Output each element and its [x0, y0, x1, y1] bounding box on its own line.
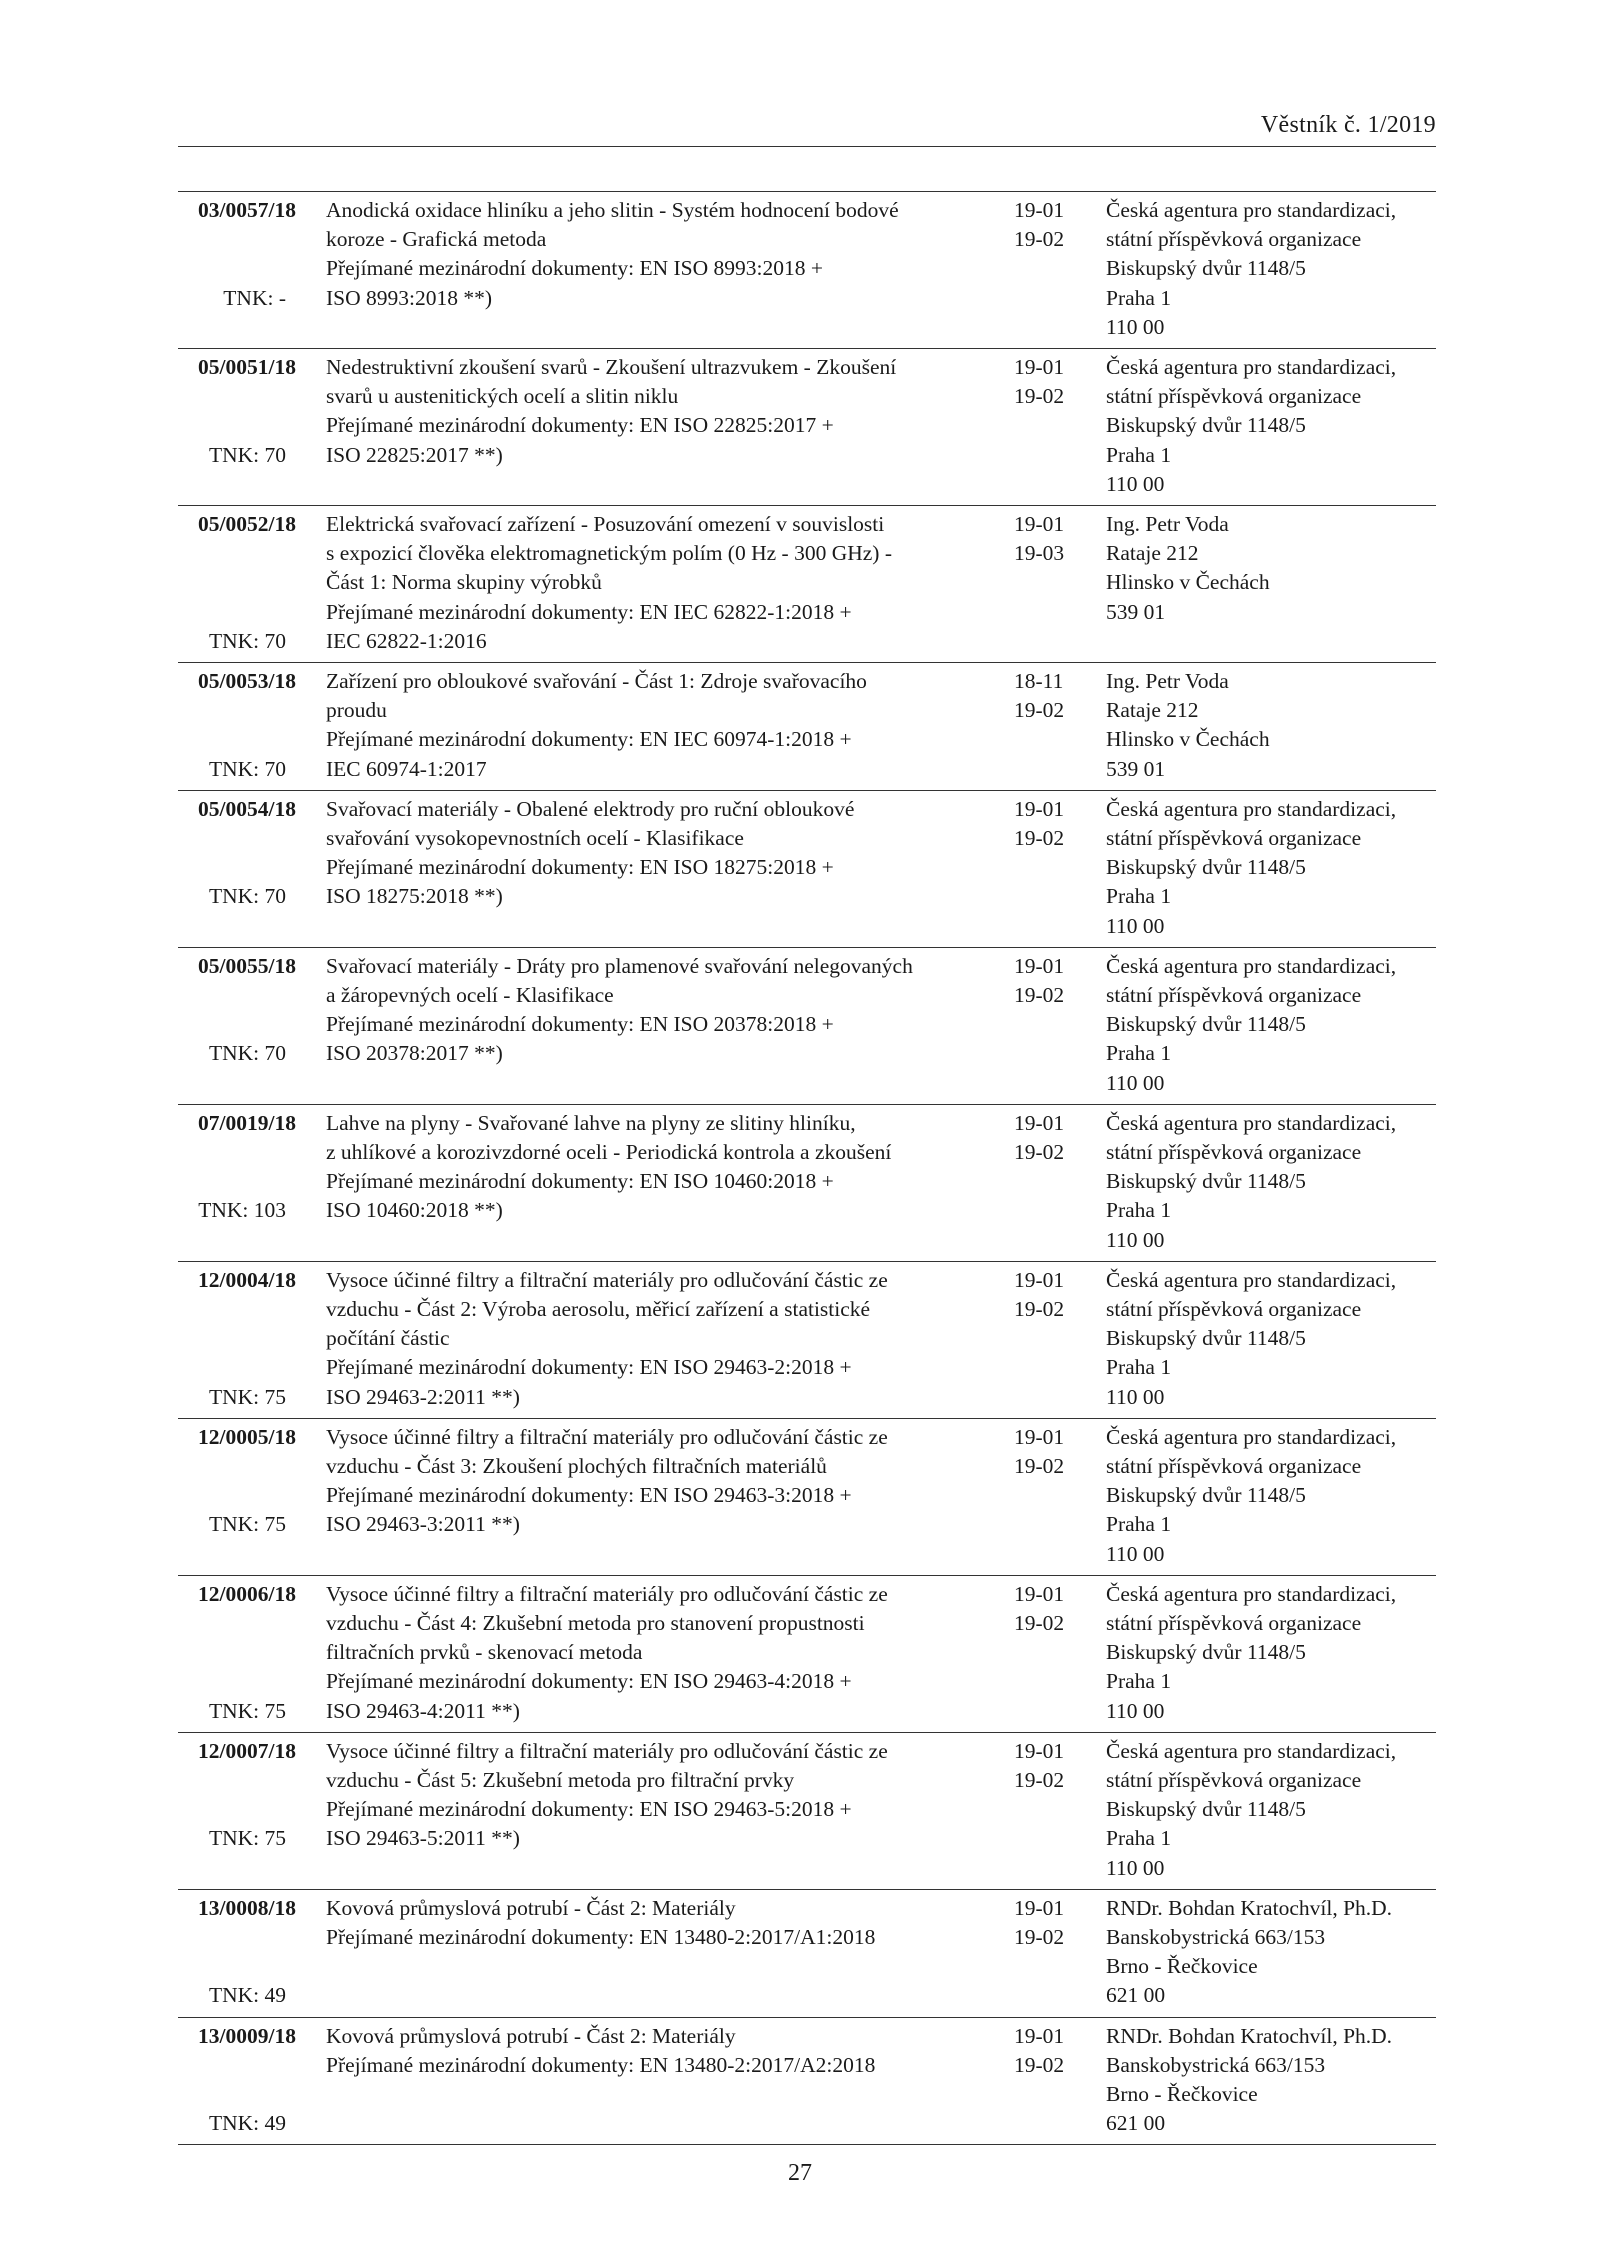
org-line: Česká agentura pro standardizaci,	[1106, 198, 1397, 222]
date-line: 19-01	[1014, 512, 1065, 536]
entry-organization	[1106, 2022, 1436, 2139]
org-line: 110 00	[1106, 1541, 1165, 1566]
entry-dates	[1014, 353, 1084, 411]
org-line: Česká agentura pro standardizaci,	[1106, 1267, 1397, 1292]
entry-title	[326, 196, 996, 313]
org-line: Česká agentura pro standardizaci,	[1106, 1424, 1397, 1449]
org-line: Praha 1	[1106, 884, 1172, 909]
date-line: 19-01	[1014, 1110, 1065, 1135]
entry-dates	[1014, 510, 1084, 568]
entry-title	[326, 510, 996, 656]
org-line: Česká agentura pro standardizaci,	[1106, 1581, 1397, 1606]
entry-tnk: TNK: 75	[208, 1384, 286, 1409]
title-line: IEC 62822-1:2016	[326, 628, 487, 653]
title-line: ISO 10460:2018 **)	[326, 1198, 503, 1223]
org-line: Banskobystrická 663/153	[1106, 2052, 1326, 2077]
entry-organization	[1106, 667, 1436, 784]
title-line: ISO 8993:2018 **)	[326, 285, 493, 310]
date-line: 19-02	[1014, 1768, 1065, 1792]
title-line: koroze - Grafická metoda	[326, 227, 547, 252]
date-line: 19-02	[1014, 1140, 1065, 1164]
entry-organization	[1106, 1580, 1436, 1726]
title-line: Část 1: Norma skupiny výrobků	[326, 570, 602, 595]
org-line: 110 00	[1106, 913, 1165, 938]
org-line: Brno - Řečkovice	[1106, 2082, 1258, 2106]
entry-dates	[1014, 795, 1084, 853]
org-line: Ing. Petr Voda	[1106, 512, 1229, 536]
title-line: vzduchu - Část 4: Zkušební metoda pro stanovení propustnosti	[326, 1611, 865, 1635]
title-line: Přejímané mezinárodní dokumenty: EN 13480-2:2017/A1:2018	[326, 1925, 876, 1949]
date-line: 19-03	[1014, 541, 1065, 566]
entry-organization	[1106, 795, 1436, 941]
org-line: státní příspěvková organizace	[1106, 1297, 1362, 1321]
org-line: 110 00	[1106, 1855, 1165, 1880]
standard-entry	[178, 349, 1436, 506]
org-line: Ing. Petr Voda	[1106, 669, 1229, 693]
title-line: Nedestruktivní zkoušení svarů - Zkoušení ultrazvukem - Zkoušení	[326, 355, 897, 379]
org-line: 539 01	[1106, 599, 1166, 624]
entry-title	[326, 667, 996, 784]
entry-title	[326, 1266, 996, 1412]
org-line: státní příspěvková organizace	[1106, 227, 1362, 252]
title-line: ISO 22825:2017 **)	[326, 442, 503, 467]
org-line: Česká agentura pro standardizaci,	[1106, 953, 1397, 978]
title-line: Přejímané mezinárodní dokumenty: EN IEC 62822-1:2018 +	[326, 599, 852, 624]
standard-entry	[178, 1576, 1436, 1733]
date-line: 19-02	[1014, 227, 1065, 252]
org-line: státní příspěvková organizace	[1106, 1454, 1362, 1478]
title-line: ISO 29463-2:2011 **)	[326, 1384, 520, 1409]
entry-code: 12/0006/18	[198, 1581, 296, 1606]
org-line: Biskupský dvůr 1148/5	[1106, 413, 1306, 438]
org-line: Biskupský dvůr 1148/5	[1106, 1640, 1306, 1665]
date-line: 19-02	[1014, 384, 1065, 409]
org-line: Praha 1	[1106, 1826, 1172, 1851]
org-line: Biskupský dvůr 1148/5	[1106, 1483, 1306, 1508]
date-line: 19-02	[1014, 1297, 1065, 1321]
entry-title	[326, 952, 996, 1069]
entry-dates	[1014, 1580, 1084, 1638]
entry-dates	[1014, 1423, 1084, 1481]
org-line: státní příspěvková organizace	[1106, 1768, 1362, 1792]
org-line: 621 00	[1106, 1983, 1166, 2008]
org-line: Hlinsko v Čechách	[1106, 570, 1270, 595]
entry-dates	[1014, 2022, 1084, 2080]
date-line: 19-01	[1014, 796, 1065, 821]
entry-code: 05/0054/18	[198, 796, 296, 821]
org-line: 110 00	[1106, 1070, 1165, 1095]
standard-entry	[178, 948, 1436, 1105]
date-line: 19-02	[1014, 2052, 1065, 2077]
title-line: ISO 29463-3:2011 **)	[326, 1512, 520, 1537]
title-line: Přejímané mezinárodní dokumenty: EN ISO 29463-3:2018 +	[326, 1483, 852, 1508]
title-line: Lahve na plyny - Svařované lahve na plyny ze slitiny hliníku,	[326, 1110, 856, 1135]
title-line: z uhlíkové a korozivzdorné oceli - Periodická kontrola a zkoušení	[326, 1140, 892, 1164]
title-line: Přejímané mezinárodní dokumenty: EN ISO 8993:2018 +	[326, 256, 823, 281]
entry-organization	[1106, 1109, 1436, 1255]
title-line: Přejímané mezinárodní dokumenty: EN ISO 20378:2018 +	[326, 1012, 834, 1037]
org-line: Biskupský dvůr 1148/5	[1106, 1326, 1306, 1351]
org-line: 110 00	[1106, 471, 1165, 496]
title-line: Vysoce účinné filtry a filtrační materiály pro odlučování částic ze	[326, 1267, 888, 1292]
date-line: 18-11	[1014, 669, 1064, 693]
date-line: 19-01	[1014, 355, 1065, 379]
org-line: RNDr. Bohdan Kratochvíl, Ph.D.	[1106, 2023, 1393, 2048]
org-line: státní příspěvková organizace	[1106, 1611, 1362, 1635]
entry-code: 05/0052/18	[198, 512, 296, 536]
title-line: ISO 29463-4:2011 **)	[326, 1698, 520, 1723]
title-line: Svařovací materiály - Obalené elektrody pro ruční obloukové	[326, 796, 855, 821]
org-line: státní příspěvková organizace	[1106, 1140, 1362, 1164]
standard-entry	[178, 791, 1436, 948]
entry-tnk: TNK: 70	[208, 442, 286, 467]
entry-tnk: TNK: 103	[198, 1198, 286, 1223]
title-line: Přejímané mezinárodní dokumenty: EN ISO 18275:2018 +	[326, 855, 834, 880]
entry-code: 12/0005/18	[198, 1424, 296, 1449]
standards-list	[178, 191, 1436, 2145]
date-line: 19-02	[1014, 1454, 1065, 1478]
entry-code: 13/0009/18	[198, 2023, 296, 2048]
entry-tnk: TNK: 70	[208, 884, 286, 909]
entry-organization	[1106, 196, 1436, 342]
org-line: 110 00	[1106, 1227, 1165, 1252]
entry-tnk: TNK: 75	[208, 1698, 286, 1723]
title-line: ISO 20378:2017 **)	[326, 1041, 503, 1066]
title-line: Přejímané mezinárodní dokumenty: EN ISO 29463-2:2018 +	[326, 1355, 852, 1380]
title-line: ISO 18275:2018 **)	[326, 884, 503, 909]
title-line: Přejímané mezinárodní dokumenty: EN 13480-2:2017/A2:2018	[326, 2052, 876, 2077]
entry-organization	[1106, 1894, 1436, 2011]
entry-code: 07/0019/18	[198, 1110, 296, 1135]
org-line: Biskupský dvůr 1148/5	[1106, 1797, 1306, 1822]
date-line: 19-01	[1014, 198, 1065, 222]
entry-dates	[1014, 667, 1084, 725]
standard-entry	[178, 1733, 1436, 1890]
entry-title	[326, 1423, 996, 1540]
journal-header: Věstník č. 1/2019	[1260, 112, 1436, 138]
title-line: a žáropevných ocelí - Klasifikace	[326, 983, 614, 1007]
entry-title	[326, 795, 996, 912]
entry-dates	[1014, 196, 1084, 254]
entry-tnk: TNK: 75	[208, 1512, 286, 1537]
org-line: státní příspěvková organizace	[1106, 983, 1362, 1007]
title-line: Vysoce účinné filtry a filtrační materiály pro odlučování částic ze	[326, 1424, 888, 1449]
standard-entry	[178, 1890, 1436, 2018]
title-line: Vysoce účinné filtry a filtrační materiály pro odlučování částic ze	[326, 1738, 888, 1763]
entry-code: 05/0055/18	[198, 953, 296, 978]
org-line: Praha 1	[1106, 1041, 1172, 1066]
date-line: 19-02	[1014, 826, 1065, 850]
page-number: 27	[788, 2160, 812, 2186]
org-line: Banskobystrická 663/153	[1106, 1925, 1326, 1949]
standard-entry	[178, 1419, 1436, 1576]
org-line: Česká agentura pro standardizaci,	[1106, 1110, 1397, 1135]
date-line: 19-02	[1014, 1611, 1065, 1635]
entry-tnk: TNK: -	[223, 285, 286, 310]
standard-entry	[178, 192, 1436, 349]
title-line: ISO 29463-5:2011 **)	[326, 1826, 520, 1851]
title-line: počítání částic	[326, 1326, 450, 1351]
entry-dates	[1014, 1109, 1084, 1167]
org-line: 110 00	[1106, 314, 1165, 339]
org-line: 110 00	[1106, 1698, 1165, 1723]
entry-organization	[1106, 1266, 1436, 1412]
entry-tnk: TNK: 70	[208, 756, 286, 781]
org-line: státní příspěvková organizace	[1106, 384, 1362, 409]
org-line: 621 00	[1106, 2111, 1166, 2136]
date-line: 19-01	[1014, 1581, 1065, 1606]
entry-title	[326, 1894, 996, 1952]
entry-tnk: TNK: 49	[208, 1983, 286, 2008]
entry-title	[326, 2022, 996, 2080]
org-line: Praha 1	[1106, 1512, 1172, 1537]
title-line: Přejímané mezinárodní dokumenty: EN ISO 29463-4:2018 +	[326, 1669, 852, 1694]
org-line: Biskupský dvůr 1148/5	[1106, 1169, 1306, 1194]
entry-organization	[1106, 952, 1436, 1098]
entry-dates	[1014, 952, 1084, 1010]
entry-organization	[1106, 353, 1436, 499]
title-line: Zařízení pro obloukové svařování - Část 1: Zdroje svařovacího	[326, 669, 867, 693]
org-line: Rataje 212	[1106, 541, 1199, 566]
org-line: Praha 1	[1106, 1198, 1172, 1223]
org-line: Brno - Řečkovice	[1106, 1954, 1258, 1979]
title-line: Přejímané mezinárodní dokumenty: EN IEC 60974-1:2018 +	[326, 727, 852, 752]
entry-tnk: TNK: 70	[208, 628, 286, 653]
entry-code: 12/0007/18	[198, 1738, 296, 1763]
entry-organization	[1106, 510, 1436, 627]
entry-code: 05/0051/18	[198, 355, 296, 379]
title-line: vzduchu - Část 5: Zkušební metoda pro filtrační prvky	[326, 1768, 795, 1792]
entry-title	[326, 1580, 996, 1726]
org-line: 539 01	[1106, 756, 1166, 781]
org-line: Rataje 212	[1106, 698, 1199, 723]
org-line: Praha 1	[1106, 442, 1172, 467]
entry-code: 05/0053/18	[198, 669, 296, 693]
title-line: filtračních prvků - skenovací metoda	[326, 1640, 643, 1665]
entry-code: 13/0008/18	[198, 1895, 296, 1920]
entry-dates	[1014, 1894, 1084, 1952]
title-line: Přejímané mezinárodní dokumenty: EN ISO 22825:2017 +	[326, 413, 834, 438]
org-line: Česká agentura pro standardizaci,	[1106, 355, 1397, 379]
title-line: Přejímané mezinárodní dokumenty: EN ISO 10460:2018 +	[326, 1169, 834, 1194]
title-line: Přejímané mezinárodní dokumenty: EN ISO 29463-5:2018 +	[326, 1797, 852, 1822]
title-line: s expozicí člověka elektromagnetickým polím (0 Hz - 300 GHz) -	[326, 541, 892, 566]
date-line: 19-02	[1014, 1925, 1065, 1949]
entry-dates	[1014, 1737, 1084, 1795]
date-line: 19-01	[1014, 953, 1065, 978]
org-line: Biskupský dvůr 1148/5	[1106, 855, 1306, 880]
date-line: 19-01	[1014, 1267, 1065, 1292]
title-line: Vysoce účinné filtry a filtrační materiály pro odlučování částic ze	[326, 1581, 888, 1606]
entry-code: 12/0004/18	[198, 1267, 296, 1292]
org-line: Biskupský dvůr 1148/5	[1106, 256, 1306, 281]
entry-title	[326, 353, 996, 470]
org-line: Praha 1	[1106, 1355, 1172, 1380]
title-line: Svařovací materiály - Dráty pro plamenové svařování nelegovaných	[326, 953, 913, 978]
org-line: Biskupský dvůr 1148/5	[1106, 1012, 1306, 1037]
date-line: 19-01	[1014, 1738, 1065, 1763]
title-line: proudu	[326, 698, 387, 723]
standard-entry	[178, 506, 1436, 663]
org-line: Česká agentura pro standardizaci,	[1106, 1738, 1397, 1763]
entry-dates	[1014, 1266, 1084, 1324]
entry-title	[326, 1109, 996, 1226]
header-rule	[178, 146, 1436, 147]
org-line: Praha 1	[1106, 1669, 1172, 1694]
title-line: vzduchu - Část 2: Výroba aerosolu, měřicí zařízení a statistické	[326, 1297, 871, 1321]
org-line: Praha 1	[1106, 285, 1172, 310]
standard-entry	[178, 1262, 1436, 1419]
title-line: IEC 60974-1:2017	[326, 756, 487, 781]
entry-tnk: TNK: 70	[208, 1041, 286, 1066]
entry-organization	[1106, 1737, 1436, 1883]
title-line: svařování vysokopevnostních ocelí - Klasifikace	[326, 826, 744, 850]
title-line: svarů u austenitických ocelí a slitin niklu	[326, 384, 679, 409]
org-line: Česká agentura pro standardizaci,	[1106, 796, 1397, 821]
entry-code: 03/0057/18	[198, 198, 296, 222]
date-line: 19-02	[1014, 698, 1065, 723]
date-line: 19-01	[1014, 2023, 1065, 2048]
standard-entry	[178, 1105, 1436, 1262]
org-line: RNDr. Bohdan Kratochvíl, Ph.D.	[1106, 1895, 1393, 1920]
date-line: 19-01	[1014, 1424, 1065, 1449]
entry-tnk: TNK: 49	[208, 2111, 286, 2136]
org-line: Hlinsko v Čechách	[1106, 727, 1270, 752]
date-line: 19-01	[1014, 1895, 1065, 1920]
date-line: 19-02	[1014, 983, 1065, 1007]
entry-tnk: TNK: 75	[208, 1826, 286, 1851]
title-line: Elektrická svařovací zařízení - Posuzování omezení v souvislosti	[326, 512, 885, 536]
entry-organization	[1106, 1423, 1436, 1569]
standard-entry	[178, 663, 1436, 791]
title-line: Kovová průmyslová potrubí - Část 2: Materiály	[326, 2023, 736, 2048]
standard-entry	[178, 2018, 1436, 2146]
org-line: státní příspěvková organizace	[1106, 826, 1362, 850]
title-line: vzduchu - Část 3: Zkoušení plochých filtračních materiálů	[326, 1454, 827, 1478]
title-line: Kovová průmyslová potrubí - Část 2: Materiály	[326, 1895, 736, 1920]
entry-title	[326, 1737, 996, 1854]
org-line: 110 00	[1106, 1384, 1165, 1409]
title-line: Anodická oxidace hliníku a jeho slitin - Systém hodnocení bodové	[326, 198, 899, 222]
